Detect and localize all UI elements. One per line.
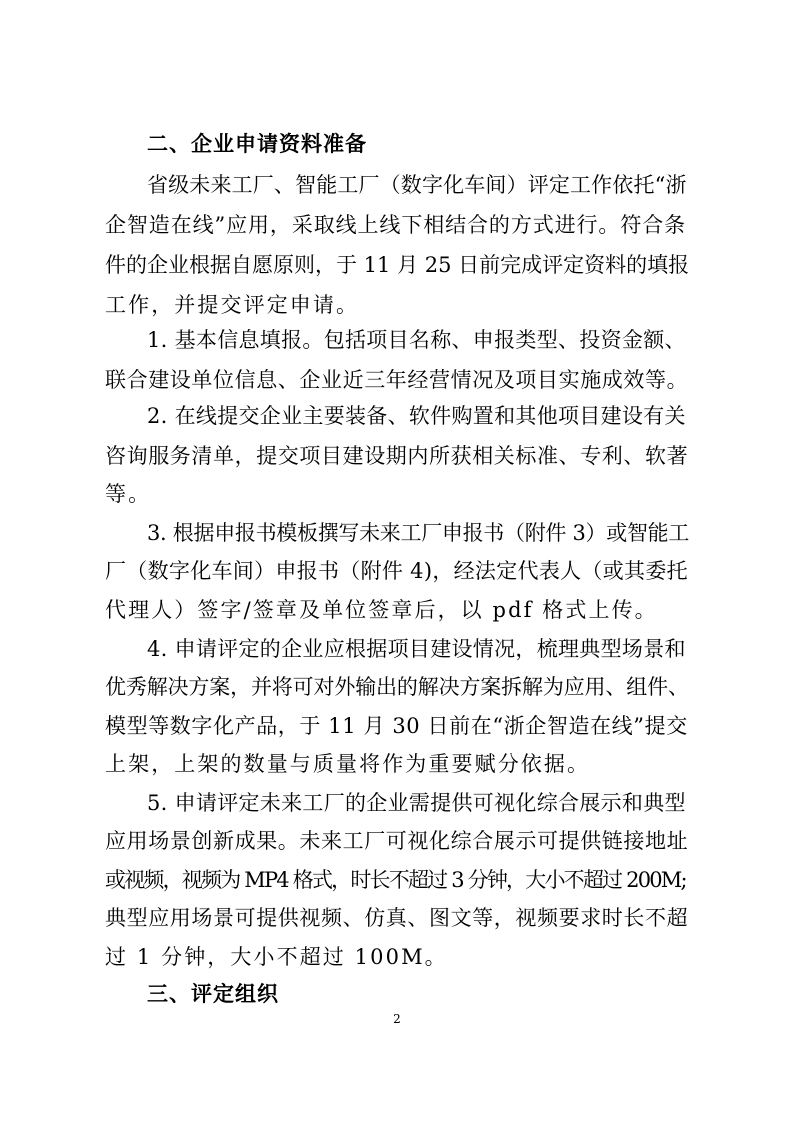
list-item-5-line: 应用场景创新成果。未来工厂可视化综合展示可提供链接地址	[105, 829, 689, 853]
list-item-5-line: 5. 申请评定未来工厂的企业需提供可视化综合展示和典型	[147, 791, 686, 815]
list-item-4-line: 上架，上架的数量与质量将作为重要赋分依据。	[105, 752, 591, 776]
list-item-5-line: 或视频，视频为 MP4 格式，时长不超过 3 分钟，大小不超过 200M;	[105, 868, 686, 892]
paragraph-line: 工作，并提交评定申请。	[105, 293, 360, 317]
section-heading-application-materials: 二、企业申请资料准备	[147, 132, 367, 156]
list-item-5-line: 过 1 分钟，大小不超过 100M。	[105, 945, 448, 969]
section-heading-evaluation-organization: 三、评定组织	[147, 982, 279, 1006]
list-item-1-line: 联合建设单位信息、企业近三年经营情况及项目实施成效等。	[105, 368, 689, 392]
list-item-4-line: 模型等数字化产品，于 11 月 30 日前在“浙企智造在线”提交	[105, 714, 688, 738]
page-number: 2	[393, 1012, 401, 1026]
list-item-2-line: 等。	[105, 482, 152, 506]
list-item-2-line: 2. 在线提交企业主要装备、软件购置和其他项目建设有关	[147, 404, 686, 428]
paragraph-line: 省级未来工厂、智能工厂（数字化车间）评定工作依托“浙	[147, 173, 687, 197]
paragraph-line: 企智造在线”应用，采取线上线下相结合的方式进行。符合条	[105, 213, 687, 237]
list-item-2-line: 咨询服务清单，提交项目建设期内所获相关标准、专利、软著	[105, 444, 689, 468]
list-item-3-line: 3. 根据申报书模板撰写未来工厂申报书（附件 3）或智能工	[147, 521, 690, 545]
list-item-3-line: 代理人）签字/签章及单位签章后，以 pdf 格式上传。	[105, 598, 658, 622]
list-item-5-line: 典型应用场景可提供视频、仿真、图文等，视频要求时长不超	[105, 906, 689, 930]
paragraph-line: 件的企业根据自愿原则，于 11 月 25 日前完成评定资料的填报	[105, 253, 690, 277]
list-item-3-line: 厂（数字化车间）申报书（附件 4)，经法定代表人（或其委托	[105, 559, 688, 583]
list-item-4-line: 优秀解决方案，并将可对外输出的解决方案拆解为应用、组件、	[105, 675, 689, 699]
list-item-4-line: 4. 申请评定的企业应根据项目建设情况，梳理典型场景和	[147, 637, 686, 661]
list-item-1-line: 1. 基本信息填报。包括项目名称、申报类型、投资金额、	[147, 328, 686, 352]
